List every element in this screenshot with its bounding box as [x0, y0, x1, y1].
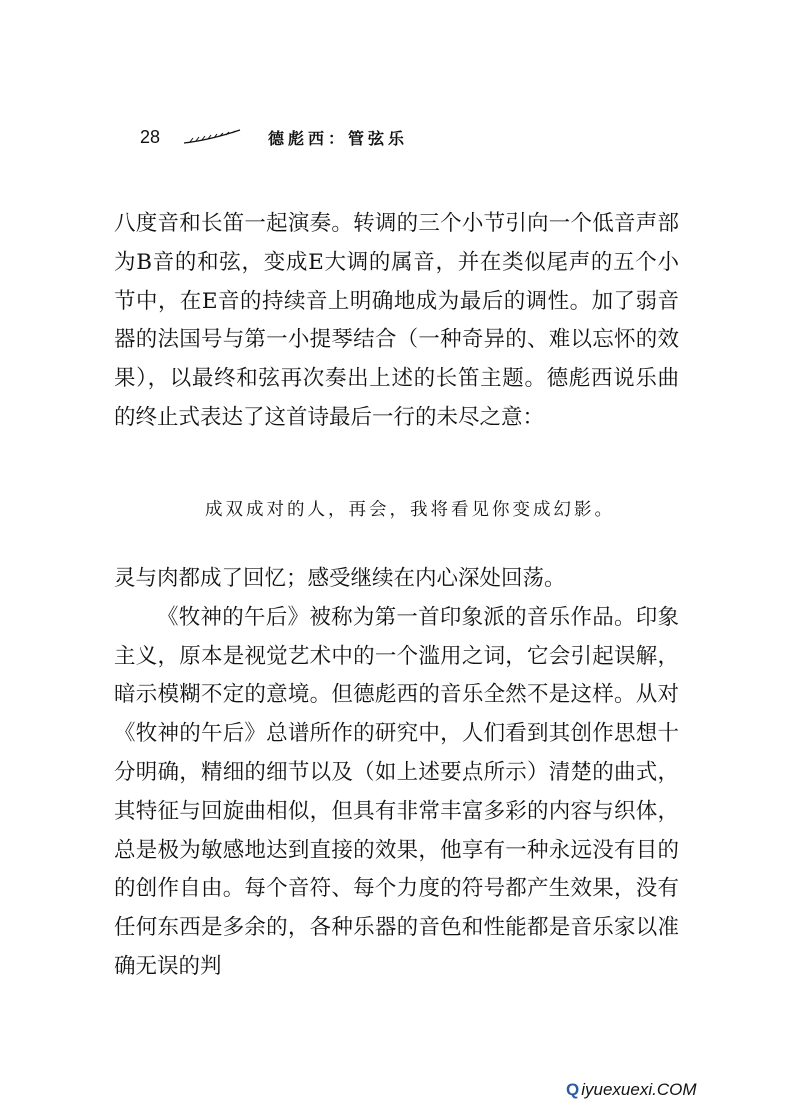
watermark-text: iyuexuexi.COM — [581, 1080, 697, 1099]
site-watermark — [566, 1080, 697, 1100]
page-header — [140, 122, 408, 152]
paragraph-2: 灵与肉都成了回忆；感受继续在内心深处回荡。 — [114, 566, 566, 591]
feather-ornament-icon — [182, 128, 242, 146]
paragraph-1: 八度音和长笛一起演奏。转调的三个小节引向一个低音声部为B音的和弦，变成E大调的属音，并在类似尾声的五个小节中，在E音的持续音上明确地成为最后的调性。加了弱音器的法国号与第一小提琴结合（一种奇异的、难以忘怀的效果），以最终和弦再次奏出上述的长笛主题。德彪西说乐曲的终止式表达了这首诗最后一行的未尽之意： — [114, 211, 679, 430]
watermark-q-letter: Q — [566, 1080, 580, 1099]
page-number: 28 — [140, 126, 161, 147]
poem-quote: 成双成对的人，再会，我将看见你变成幻影。 — [205, 500, 615, 520]
paragraph-block-1 — [114, 205, 679, 438]
paragraph-block-2 — [114, 560, 679, 987]
running-title: 德彪西：管弦乐 — [268, 128, 409, 148]
paragraph-3: 《牧神的午后》被称为第一首印象派的音乐作品。印象主义，原本是视觉艺术中的一个滥用之词，它会引起误解，暗示模糊不定的意境。但德彪西的音乐全然不是这样。从对《牧神的午后》总谱所作的研究中，人们看到其创作思想十分明确，精细的细节以及（如上述要点所示）清楚的曲式，其特征与回旋曲相似，但具有非常丰富多彩的内容与织体，总是极为敏感地达到直接的效果，他享有一种永远没有目的的创作自由。每个音符、每个力度的符号都产生效果，没有任何东西是多余的，各种乐器的音色和性能都是音乐家以准确无误的判 — [114, 604, 679, 979]
